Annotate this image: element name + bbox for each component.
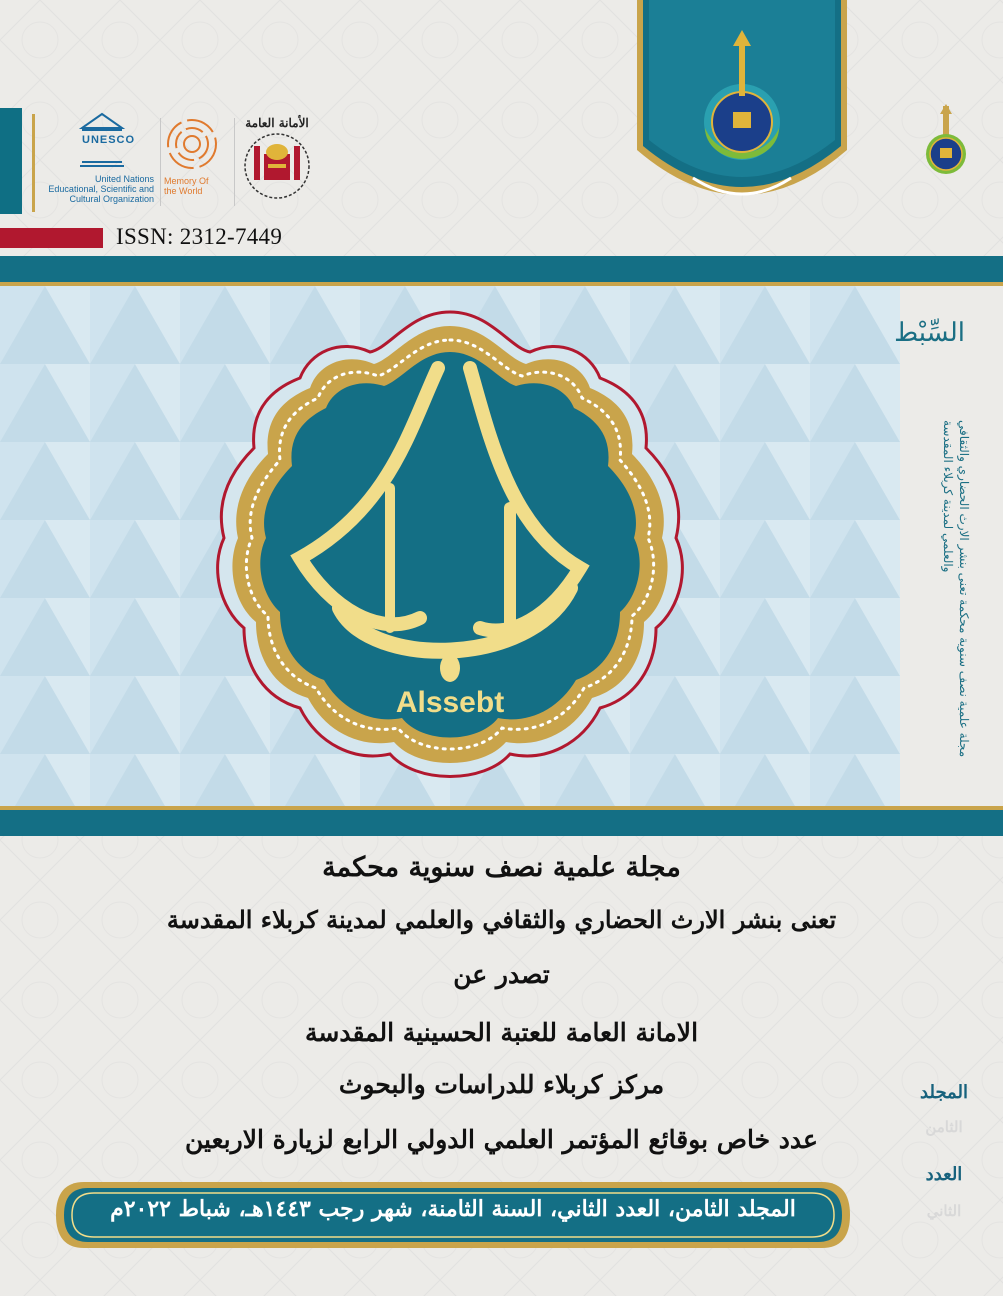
spine-title: السِّبْط <box>894 318 965 348</box>
logo-separator <box>234 118 235 206</box>
issn-number: ISSN: 2312-7449 <box>116 224 283 249</box>
small-center-logo <box>920 104 972 178</box>
memory-of-world-icon <box>164 116 220 172</box>
title-medallion <box>210 300 690 795</box>
left-teal-tab <box>0 108 22 214</box>
red-accent-bar <box>0 228 103 248</box>
memory-of-world-logo <box>164 116 234 206</box>
left-gold-rule <box>32 114 35 212</box>
logo-separator <box>160 118 161 206</box>
unesco-wordmark: UNESCO <box>82 134 136 146</box>
amana-logo-text: الأمانة العامة <box>245 116 309 130</box>
spine-issue-value: الثاني <box>926 1202 962 1220</box>
mow-line2: the World <box>164 186 203 196</box>
unesco-caption <box>46 174 154 204</box>
publisher-center: مركز كربلاء للدراسات والبحوث <box>338 1070 665 1099</box>
research-center-emblem <box>633 0 851 216</box>
amana-logo <box>238 116 316 208</box>
issue-info-text: المجلد الثامن، العدد الثاني، السنة الثامنة، شهر رجب ١٤٤٣هـ، شباط ٢٠٢٢م <box>110 1196 796 1222</box>
journal-description: مجلة علمية نصف سنوية محكمة <box>322 852 681 883</box>
memory-of-world-caption <box>164 176 234 196</box>
title-latin: Alssebt <box>395 686 505 719</box>
band-bottom-stripe <box>0 806 1003 836</box>
band-top-stripe <box>0 256 1003 286</box>
spine-subtitle: مجلة علمية نصف سنوية محكمة تعنى بنشر الارث الحضاري والثقافي والعلمي لمدينة كربلاء المقدسة <box>941 420 971 758</box>
published-by-label: تصدر عن <box>453 960 550 989</box>
unesco-line3: Cultural Organization <box>69 194 154 204</box>
spine-volume-value: الثامن <box>925 1118 963 1136</box>
spine-volume-label: المجلد <box>920 1082 968 1103</box>
special-issue-note: عدد خاص بوقائع المؤتمر العلمي الدولي الرابع لزيارة الاربعين <box>185 1125 818 1154</box>
unesco-line1: United Nations <box>94 174 154 184</box>
publisher-secretariat: الامانة العامة للعتبة الحسينية المقدسة <box>304 1018 699 1047</box>
unesco-line2: Educational, Scientific and <box>48 184 154 194</box>
unesco-logo <box>46 112 158 212</box>
shrine-icon <box>238 130 316 202</box>
journal-scope: تعنى بنشر الارث الحضاري والثقافي والعلمي لمدينة كربلاء المقدسة <box>166 905 837 934</box>
spine-issue-label: العدد <box>925 1164 963 1185</box>
mow-line1: Memory Of <box>164 176 209 186</box>
